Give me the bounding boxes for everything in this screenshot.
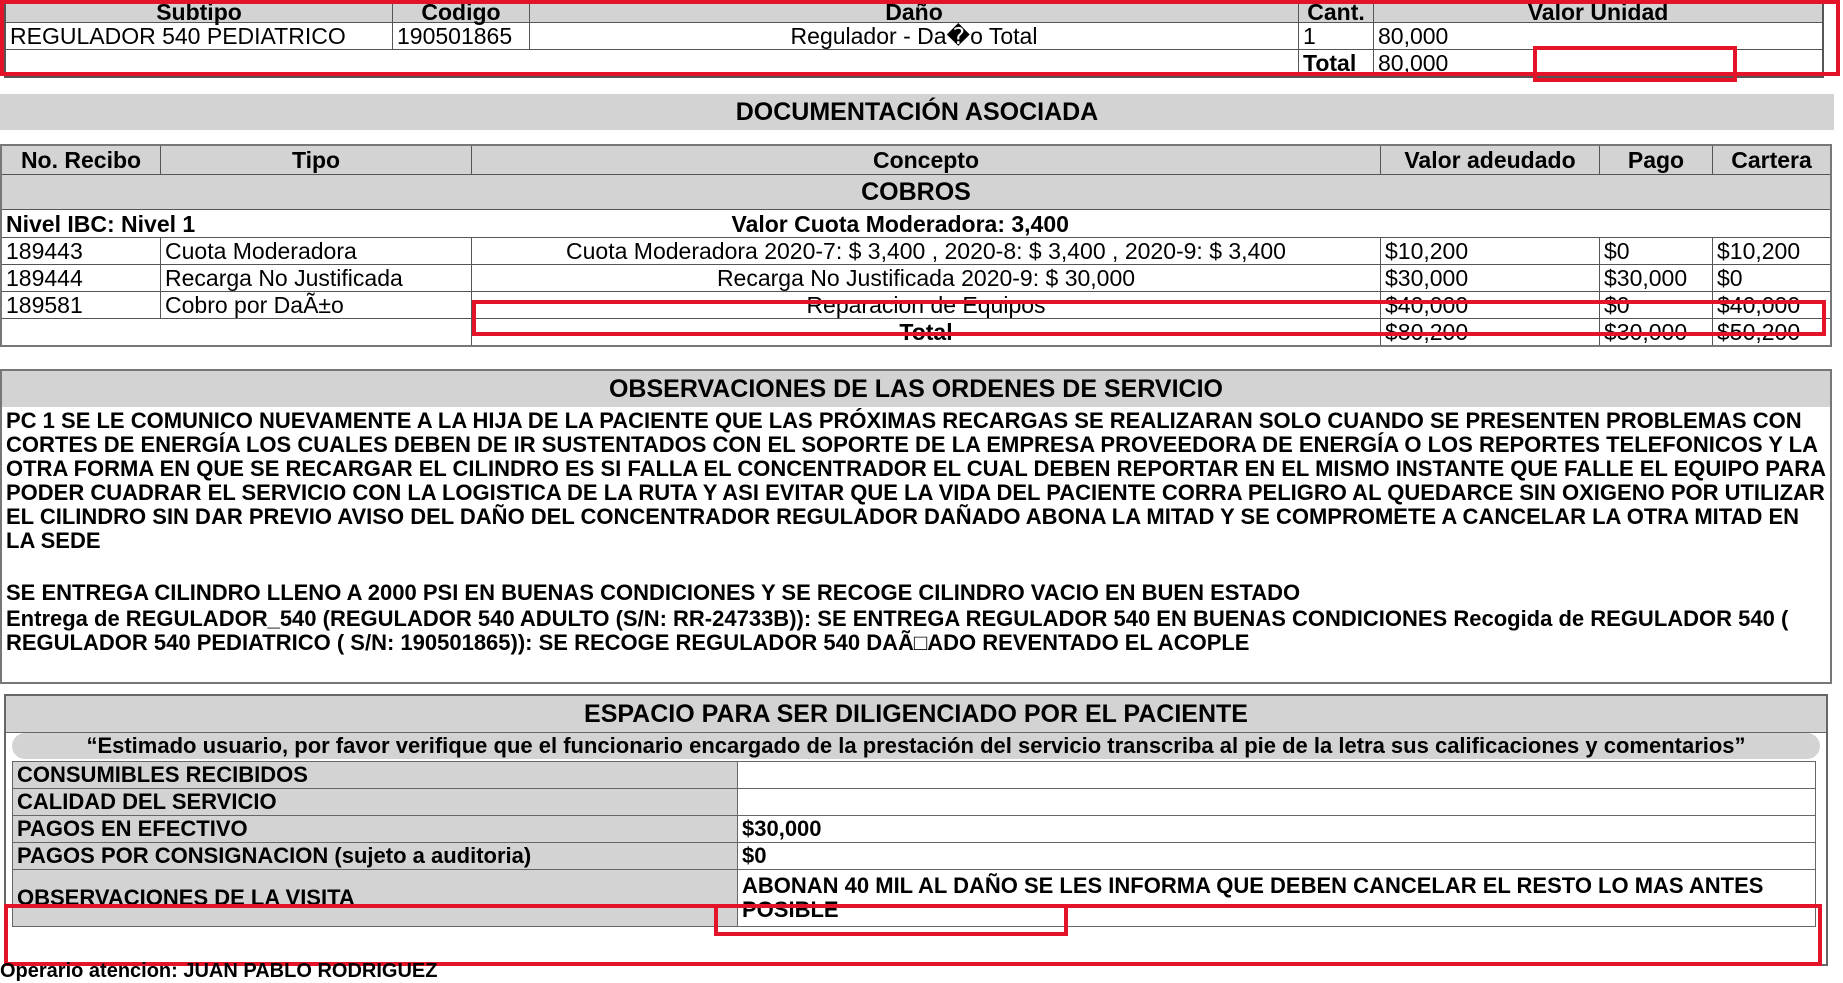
table-row [13, 789, 1816, 816]
cell-recibo: 189443 [1, 238, 161, 265]
cell-concepto: Recarga No Justificada 2020-9: $ 30,000 [472, 265, 1381, 292]
col-valor-adeudado: Valor adeudado [1381, 145, 1600, 175]
col-tipo: Tipo [161, 145, 472, 175]
table-row [13, 870, 1816, 927]
table-row [1, 265, 1831, 292]
cobros-header-row [1, 145, 1831, 175]
col-subtipo: Subtipo [5, 1, 393, 23]
observaciones-text-1: PC 1 SE LE COMUNICO NUEVAMENTE A LA HIJA DE LA PACIENTE QUE LAS PRÓXIMAS RECARGAS SE REALIZARAN SOLO CUANDO SE PRESENTEN PROBLEMAS CON CORTES DE ENERGÍA LOS CUALES DEBEN DE IR SUSTENTADOS CON EL SOPORTE DE LA EMPRESA PROVEEDORA DE ENERGÍA O LOS REPORTES TELEFONICOS Y LA OTRA FORMA EN QUE SE RECARGAR EL CILINDRO ES SI FALLA EL CONCENTRADOR EL CUAL DEBEN REPORTAR EN EL MISMO INSTANTE QUE FALLE EL EQUIPO PARA PODER CUADRAR EL SERVICIO CON LA LOGISTICA DE LA RUTA Y ASI EVITAR QUE LA VIDA DEL PACIENTE CORRA PELIGRO AL QUEDARCE SIN OXIGENO POR UTILIZAR EL CILINDRO SIN DAR PREVIO AVISO DEL DAÑO DEL CONCENTRADOR REGULADOR DAÑADO ABONA LA MITAD Y SE COMPROMETE A CANCELAR LA OTRA MITAD EN LA SEDE [6, 408, 1826, 553]
cell-tipo: Cobro por DaÃ±o [161, 292, 472, 319]
paciente-notice: “Estimado usuario, por favor verifique que el funcionario encargado de la prestación del servicio transcriba al pie de la letra sus calificaciones y comentarios” [12, 733, 1820, 759]
cell-pago: $30,000 [1600, 265, 1713, 292]
cell-valor: $10,200 [1381, 238, 1600, 265]
row-label: OBSERVACIONES DE LA VISITA [13, 870, 738, 927]
total-label: Total [472, 319, 1381, 347]
col-valor-unidad: Valor Unidad [1374, 1, 1824, 23]
col-cartera: Cartera [1713, 145, 1832, 175]
cell-tipo: Cuota Moderadora [161, 238, 472, 265]
cell-cartera: $40,000 [1713, 292, 1832, 319]
col-cant: Cant. [1299, 1, 1374, 23]
row-label: PAGOS POR CONSIGNACION (sujeto a auditoria) [13, 843, 738, 870]
cell-dano: Regulador - Da�o Total [530, 23, 1299, 50]
table-row [13, 762, 1816, 789]
total-label: Total [1299, 50, 1374, 78]
pagos-consignacion-value: $0 [738, 843, 1816, 870]
cell-concepto: Reparacion de Equipos [472, 292, 1381, 319]
empty-cell [1, 319, 472, 347]
row-label: CONSUMIBLES RECIBIDOS [13, 762, 738, 789]
observaciones-section [0, 369, 1832, 684]
col-dano: Daño [530, 1, 1299, 23]
observaciones-visita-value: ABONAN 40 MIL AL DAÑO SE LES INFORMA QUE DEBEN CANCELAR EL RESTO LO MAS ANTES POSIBLE [738, 870, 1816, 927]
paciente-section [4, 694, 1828, 966]
paciente-title: ESPACIO PARA SER DILIGENCIADO POR EL PACIENTE [6, 696, 1826, 733]
items-header-row [5, 1, 1823, 23]
total-cartera: $50,200 [1713, 319, 1832, 347]
footer-operario: Operario atencion: JUAN PABLO RODRIGUEZ [0, 960, 438, 982]
table-row [13, 843, 1816, 870]
col-recibo: No. Recibo [1, 145, 161, 175]
row-label: CALIDAD DEL SERVICIO [13, 789, 738, 816]
cell-recibo: 189444 [1, 265, 161, 292]
observaciones-text-3: Entrega de REGULADOR_540 (REGULADOR 540 ADULTO (S/N: RR-24733B)): SE ENTREGA REGULADOR 540 EN BUENAS CONDICIONES Recogida de REGULADOR 540 ( REGULADOR 540 PEDIATRICO ( S/N: 190501865)): SE RECOGE REGULADOR 540 DAÃ□ADO REVENTADO EL ACOPLE [6, 606, 1789, 655]
cobros-table [0, 144, 1832, 347]
cell-valor: $40,000 [1381, 292, 1600, 319]
pagos-efectivo-value: $30,000 [738, 816, 1816, 843]
cell-recibo: 189581 [1, 292, 161, 319]
cell-codigo: 190501865 [393, 23, 530, 50]
cuota-moderadora: Valor Cuota Moderadora: 3,400 [731, 210, 1069, 237]
cell-subtipo: REGULADOR 540 PEDIATRICO [5, 23, 393, 50]
table-row [1, 292, 1831, 319]
paciente-table [12, 761, 1816, 927]
cell-cartera: $0 [1713, 265, 1832, 292]
row-label: PAGOS EN EFECTIVO [13, 816, 738, 843]
items-table [4, 0, 1824, 78]
table-row [13, 816, 1816, 843]
cell-pago: $0 [1600, 292, 1713, 319]
cobros-title: COBROS [1, 175, 1831, 210]
observaciones-text-2: SE ENTREGA CILINDRO LLENO A 2000 PSI EN BUENAS CONDICIONES Y SE RECOGE CILINDRO VACIO EN BUEN ESTADO [6, 580, 1301, 605]
items-total-row [5, 50, 1823, 78]
cell-valor: $30,000 [1381, 265, 1600, 292]
cell-cartera: $10,200 [1713, 238, 1832, 265]
total-valor: $80,200 [1381, 319, 1600, 347]
cell-pago: $0 [1600, 238, 1713, 265]
empty-cell [5, 50, 1299, 78]
table-row [5, 23, 1823, 50]
cell-cant: 1 [1299, 23, 1374, 50]
cell-concepto: Cuota Moderadora 2020-7: $ 3,400 , 2020-8: $ 3,400 , 2020-9: $ 3,400 [472, 238, 1381, 265]
calidad-field[interactable] [738, 789, 1816, 816]
cell-valor: 80,000 [1374, 23, 1824, 50]
col-codigo: Codigo [393, 1, 530, 23]
cell-tipo: Recarga No Justificada [161, 265, 472, 292]
cobros-total-row [1, 319, 1831, 347]
cobros-info-row [1, 210, 1831, 238]
col-pago: Pago [1600, 145, 1713, 175]
total-pago: $30,000 [1600, 319, 1713, 347]
nivel-ibc: Nivel IBC: Nivel 1 [6, 210, 196, 237]
table-row [1, 238, 1831, 265]
observaciones-title: OBSERVACIONES DE LAS ORDENES DE SERVICIO [2, 371, 1830, 407]
documentacion-title: DOCUMENTACIÓN ASOCIADA [0, 94, 1834, 130]
col-concepto: Concepto [472, 145, 1381, 175]
consumibles-field[interactable] [738, 762, 1816, 789]
total-value: 80,000 [1374, 50, 1824, 78]
